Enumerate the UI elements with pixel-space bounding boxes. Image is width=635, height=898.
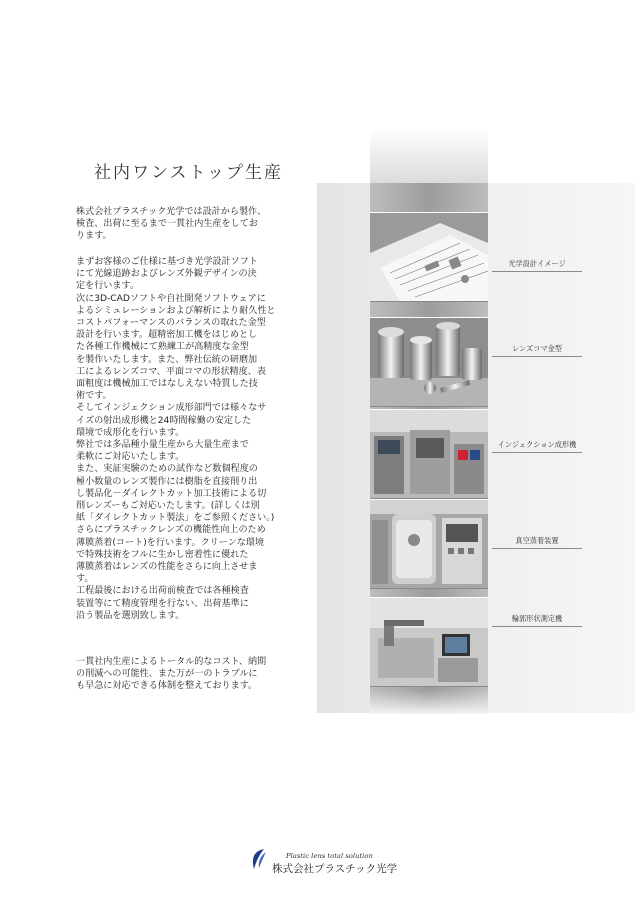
lens-mold-photo bbox=[370, 317, 488, 407]
optical-design-photo bbox=[370, 212, 488, 302]
caption-optical-design: 光学設計イメージ bbox=[492, 259, 582, 272]
paragraph-2: まずお客様のご仕様に基づき光学設計ソフト にて光線追跡およびレンズ外観デザインの決 定を行います。 次に3D-CADソフトや自社開発ソフトウェアに よるシミュレーションおよび解析により耐久性と コストパフォーマンスのバランスの取れた金型 設計を行います。超精密加工機をはじめとし た各種工作機械にて熟練工が高精度な金型 を製作いたします。また、弊社伝統の研磨加 工によるレンズコマ、平面コマの形状精度、表 面粗度は機械加工ではなしえない特質した技 術です。 そしてインジェクション成形部門では様々なサ イズの射出成形機と24時間稼働の安定した 環境で成形化を行います。 弊社では多品種小量生産から大量生産まで 柔軟にご対応いたします。 また、実証実験のための試作など数個程度の 極小数量のレンズ製作には樹脂を直接削り出 し製品化－ダイレクトカット加工技術による切 削レンズーもご対応いたします。(詳しくは別 紙「ダイレクトカット製法」をご参照ください。) さらにプラスチックレンズの機能性向上のため 薄膜蒸着(コート)を行います。クリーンな環境 で特殊技術をフルに生かし密着性に優れた 薄膜蒸着はレンズの性能をさらに向上させま す。 工程最後における出荷前検査では各種検査 装置等にて精度管理を行ない、出荷基準に 沿う製品を選別致します。 bbox=[76, 257, 276, 621]
caption-vacuum-deposition: 真空蒸着装置 bbox=[492, 536, 582, 549]
intro-paragraph bbox=[76, 206, 298, 243]
process-paragraph bbox=[76, 256, 298, 622]
caption-lens-mold: レンズコマ金型 bbox=[492, 344, 582, 357]
company-logo-icon bbox=[250, 848, 268, 870]
strip-top-fade bbox=[370, 128, 488, 188]
footer-company-name: 株式会社プラスチック光学 bbox=[272, 863, 398, 875]
contour-measuring-photo bbox=[370, 597, 488, 687]
footer-tagline: Plastic lens total solution bbox=[286, 852, 373, 860]
strip-bottom-fade bbox=[370, 690, 488, 714]
paragraph-1: 株式会社プラスチック光学では設計から製作、 検査、出荷に至るまで一貫社内生産をしてお ります。 bbox=[76, 207, 267, 242]
injection-molding-photo bbox=[370, 409, 488, 499]
paragraph-3: 一貫社内生産によるトータル的なコスト、納期 の削減への可能性、また万が一のトラブルに も早急に対応できる体制を整えております。 bbox=[76, 657, 267, 692]
vacuum-deposition-photo bbox=[370, 499, 488, 589]
caption-contour-measuring: 輪郭形状測定機 bbox=[492, 614, 582, 627]
page-title: 社内ワンストップ生産 bbox=[94, 163, 283, 183]
caption-injection-molding: インジェクション成形機 bbox=[492, 440, 582, 453]
summary-paragraph bbox=[76, 656, 298, 693]
